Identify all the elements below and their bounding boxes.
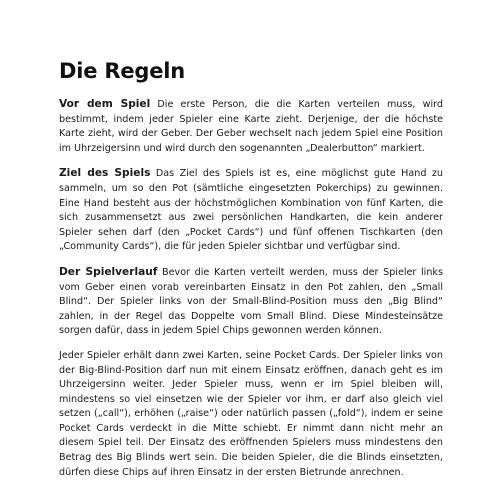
section-heading: Vor dem Spiel [59, 98, 151, 110]
section-text: Bevor die Karten verteilt werden, muss der Spieler links vom Geber einen vorab vereinbarten Einsatz in den Pot zahlen, den „Small Blind“. Der Spieler links von der Small-Blind-Position muss den „Big Blind“ zahlen, in der Regel das Doppelte vom Small Blind. Diese Mindesteinsätze sorgen dafür, dass in jedem Spiel Chips gewonnen werden können. [59, 266, 443, 337]
rules-page [59, 58, 443, 490]
page-title: Die Regeln [59, 59, 186, 83]
section-text: Die erste Person, die die Karten verteilen muss, wird bestimmt, indem jeder Spieler eine Karte zieht. Derjenige, der die höchste Karte zieht, wird der Geber. Der Geber wechselt nach jedem Spiel eine Position im Uhrzeigersinn und wird durch den sogenannten „Dealerbutton“ markiert. [59, 99, 443, 154]
section-before-game [59, 97, 443, 156]
section-heading: Der Spielverlauf [59, 265, 158, 278]
section-goal [59, 166, 443, 255]
closing-paragraph: Jeder Spieler erhält dann zwei Karten, seine Pocket Cards. Der Spieler links von der Big-Blind-Position darf nun mit einem Einsatz eröffnen, danach geht es im Uhrzeigersinn weiter. Jeder Spieler muss, wenn er im Spiel bleiben will, mindestens so viel einsetzen wie der Spieler vor ihm, er darf also gleich viel setzen („call“), erhöhen („raise“) oder natürlich passen („fold“), indem er seine Pocket Cards verdeckt in die Mitte schiebt. Er nimmt dann nicht mehr an diesem Spiel teil. Der Einsatz des eröffnenden Spielers muss mindestens den Betrag des Big Blinds wert sein. Die beiden Spieler, die die Blinds einsetzten, dürfen diese Chips auf ihren Einsatz in der ersten Bietrunde anrechnen. [59, 349, 443, 478]
section-game-flow [59, 265, 443, 339]
section-text: Das Ziel des Spiels ist es, eine möglichst gute Hand zu sammeln, um so den Pot (sämtliche eingesetzten Pokerchips) zu gewinnen. Eine Hand besteht aus der höchstmöglichen Kombination von fünf Karten, die sich zusammensetzt aus zwei persönlichen Handkarten, die kein anderer Spieler sehen darf (den „Pocket Cards“) und fünf offenen Tischkarten (den „Community Cards“), die für jeden Spieler sichtbar und verfügbar sind. [59, 168, 444, 253]
section-heading: Ziel des Spiels [59, 167, 151, 180]
